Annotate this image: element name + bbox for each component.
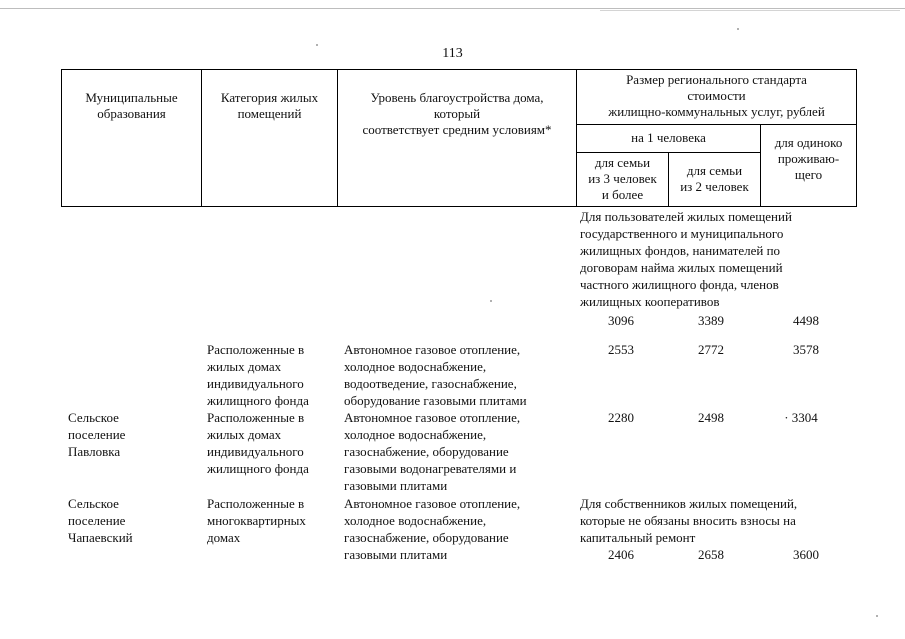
value-family-3: 2280 xyxy=(608,410,634,425)
row2-level: Автономное газовое отопление, холодное водоснабжение, газоснабжение, оборудование газовыми водонагревателями и газовыми плитами xyxy=(344,410,521,493)
value-single: · 3304 xyxy=(784,410,818,425)
table-header xyxy=(61,69,857,207)
value-family-2: 2658 xyxy=(698,547,724,562)
header-category: Категория жилых помещений xyxy=(202,70,338,207)
scan-edge-line xyxy=(600,10,900,11)
header-per-person: на 1 человека xyxy=(577,125,761,152)
header-standard-group: Размер регионального стандарта стоимости жилищно-коммунальных услуг, рублей xyxy=(577,70,857,125)
row3-municipality: Сельское поселение Чапаевский xyxy=(68,496,133,545)
value-single: 4498 xyxy=(793,313,819,328)
header-family-2: для семьи из 2 человек xyxy=(669,152,761,206)
value-single: 3578 xyxy=(793,342,819,357)
scan-edge-line xyxy=(0,8,905,9)
value-family-3: 2406 xyxy=(608,547,634,562)
value-family-2: 2772 xyxy=(698,342,724,357)
value-family-2: 3389 xyxy=(698,313,724,328)
header-level: Уровень благоустройства дома, который соответствует средним условиям* xyxy=(338,70,577,207)
scan-speck xyxy=(737,28,739,30)
value-family-2: 2498 xyxy=(698,410,724,425)
value-family-3: 3096 xyxy=(608,313,634,328)
scan-speck xyxy=(316,44,318,46)
page-number: 113 xyxy=(442,46,463,61)
row2-municipality: Сельское поселение Павловка xyxy=(68,410,126,459)
header-municipality: Муниципальные образования xyxy=(62,70,202,207)
header-family-3: для семьи из 3 человек и более xyxy=(577,152,669,206)
scan-speck xyxy=(876,615,878,617)
header-single: для одиноко проживаю- щего xyxy=(761,125,857,207)
row2-category: Расположенные в жилых домах индивидуального жилищного фонда xyxy=(207,410,309,476)
row1-category: Расположенные в жилых домах индивидуального жилищного фонда xyxy=(207,342,309,408)
scan-speck xyxy=(490,300,492,302)
row3-level: Автономное газовое отопление, холодное водоснабжение, газоснабжение, оборудование газовыми плитами xyxy=(344,496,521,562)
note-owners: Для собственников жилых помещений, которые не обязаны вносить взносы на капитальный ремонт xyxy=(580,496,798,545)
value-family-3: 2553 xyxy=(608,342,634,357)
value-single: 3600 xyxy=(793,547,819,562)
row1-level: Автономное газовое отопление, холодное водоснабжение, водоотведение, газоснабжение, оборудование газовыми плитами xyxy=(344,342,527,408)
row3-category: Расположенные в многоквартирных домах xyxy=(207,496,306,545)
note-users: Для пользователей жилых помещений государственного и муниципального жилищных фондов, нанимателей по договорам найма жилых помещений частного жилищного фонда, членов жилищных кооперативов xyxy=(580,209,792,309)
